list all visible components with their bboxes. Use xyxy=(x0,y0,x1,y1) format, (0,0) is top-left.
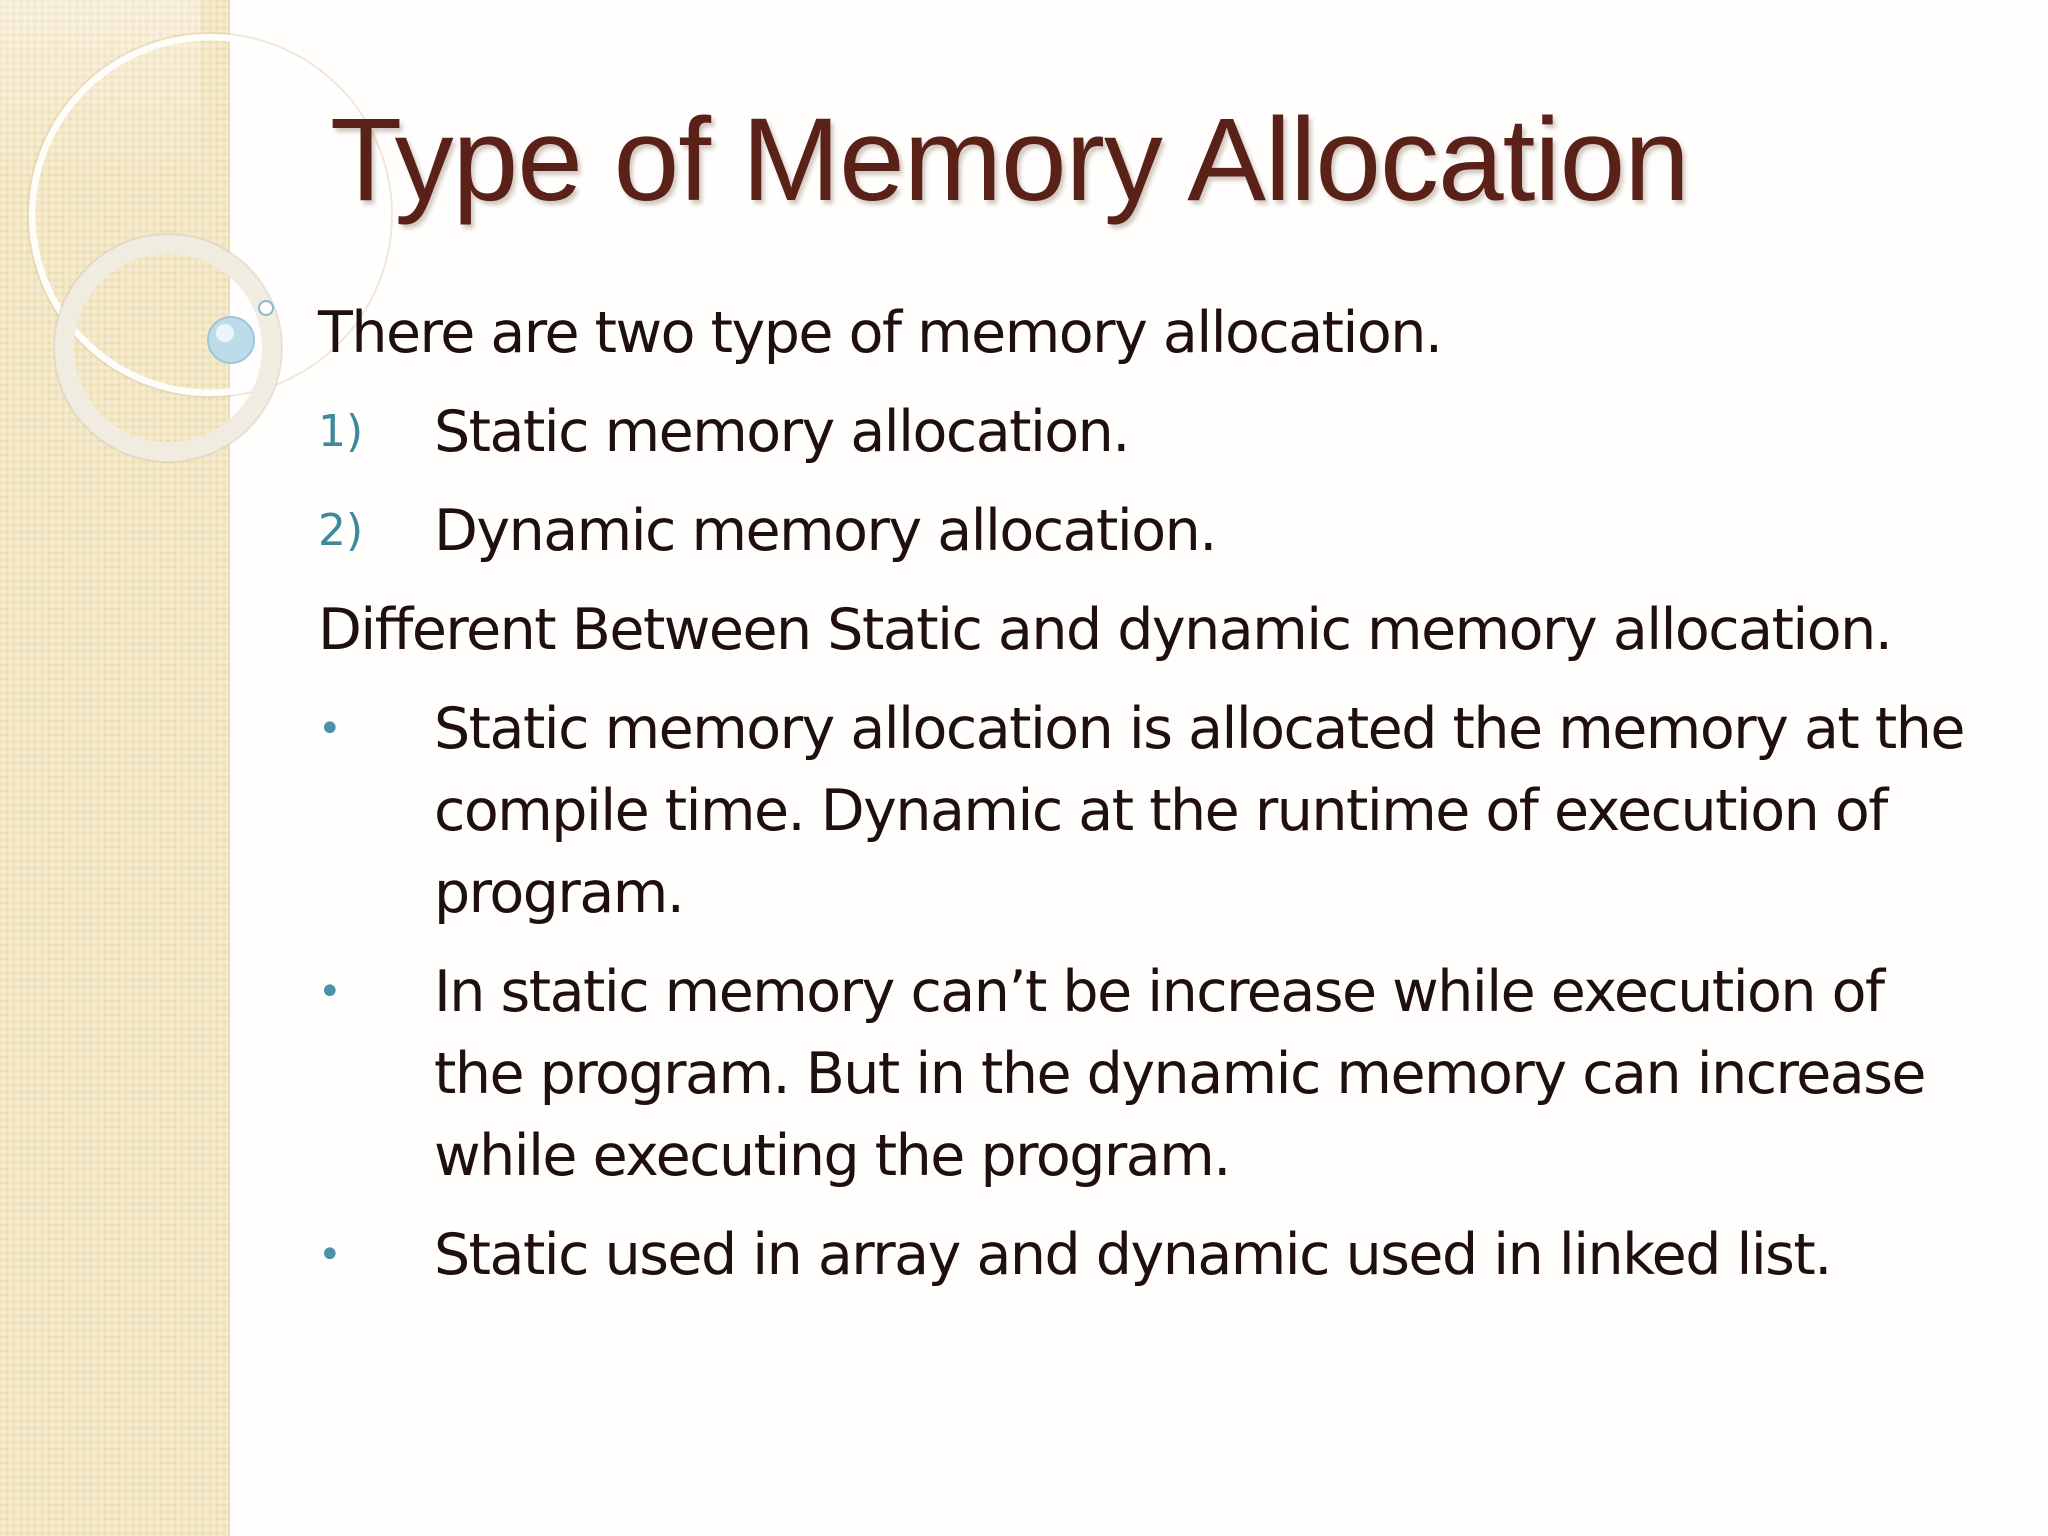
bullet-item xyxy=(318,688,1978,934)
number-marker: 2) xyxy=(318,505,364,556)
bullet-marker: • xyxy=(318,1232,342,1278)
numbered-item-text: Static memory allocation. xyxy=(434,399,1129,465)
bullet-item xyxy=(318,951,1978,1197)
decorative-side-band xyxy=(0,0,230,1536)
bullet-marker: • xyxy=(318,969,342,1015)
slide-title: Type of Memory Allocation xyxy=(330,94,1689,226)
tiny-orb xyxy=(259,301,273,315)
subheading-line: Different Between Static and dynamic memory allocation. xyxy=(318,597,1892,663)
intro-line: There are two type of memory allocation. xyxy=(318,300,1442,366)
bullet-item-text: In static memory can’t be increase while execution of the program. But in the dynamic memory can increase while executing the program. xyxy=(434,959,1925,1189)
number-marker: 1) xyxy=(318,406,364,457)
bullet-item-text: Static used in array and dynamic used in linked list. xyxy=(434,1222,1831,1288)
numbered-item xyxy=(318,391,1978,473)
slide-body xyxy=(318,292,1978,1313)
bullet-item xyxy=(318,1214,1978,1296)
bullet-item-text: Static memory allocation is allocated the memory at the compile time. Dynamic at the runtime of execution of program. xyxy=(434,696,1964,926)
side-band-highlight xyxy=(0,0,200,180)
numbered-item xyxy=(318,490,1978,572)
numbered-item-text: Dynamic memory allocation. xyxy=(434,498,1216,564)
bullet-marker: • xyxy=(318,706,342,752)
